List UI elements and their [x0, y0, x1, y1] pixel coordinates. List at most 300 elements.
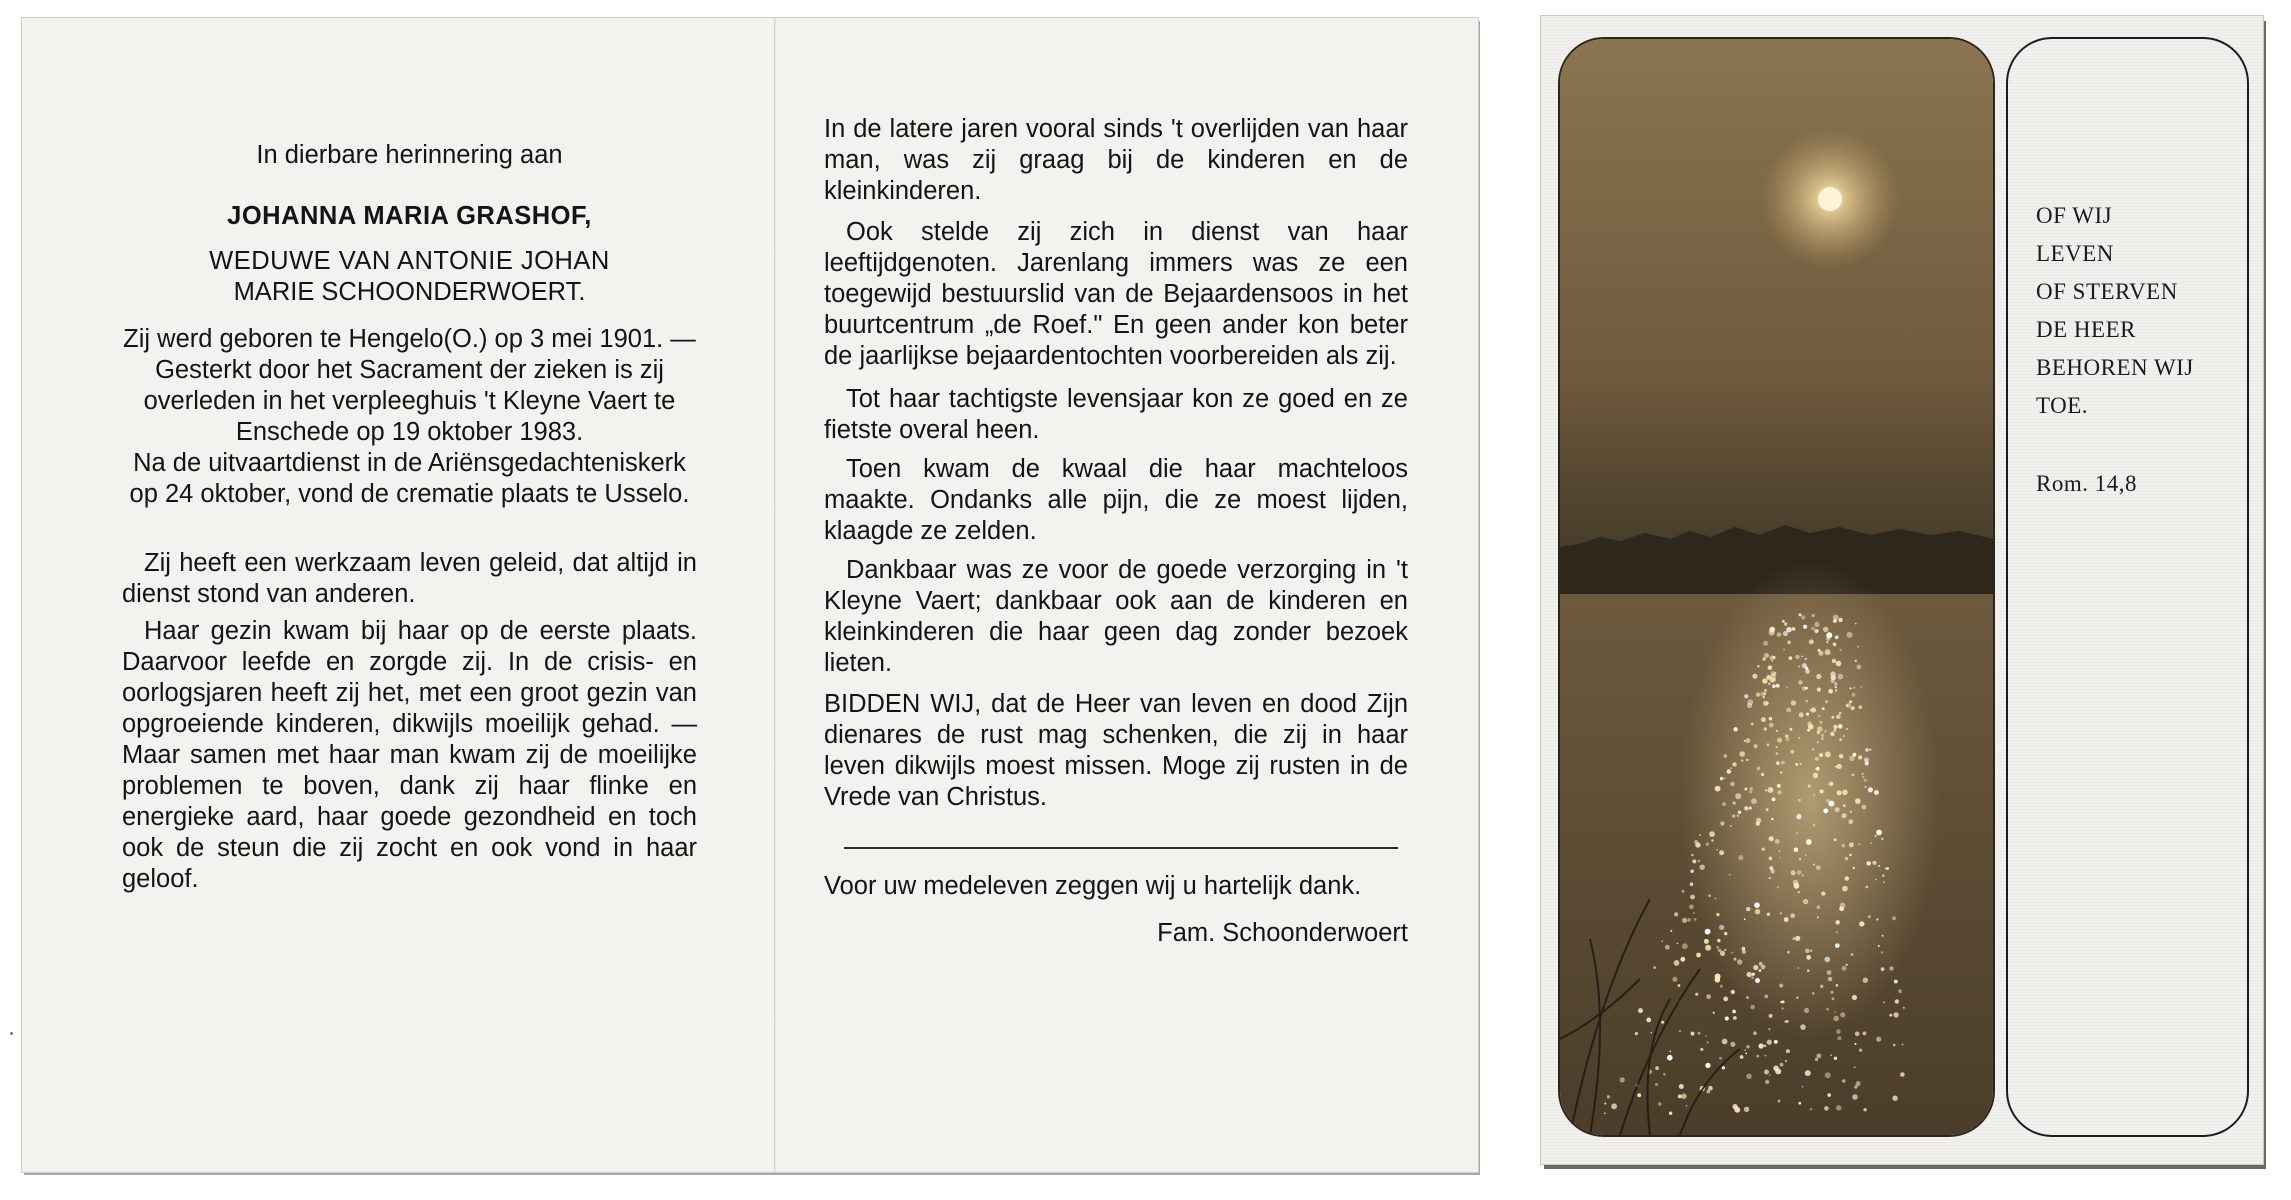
- sparkle: [1719, 1057, 1722, 1060]
- sparkle: [1876, 918, 1878, 920]
- sparkle: [1799, 1102, 1802, 1105]
- sparkle: [1730, 767, 1732, 769]
- sparkle: [1851, 953, 1854, 956]
- sparkle: [1745, 738, 1750, 743]
- later-years-paragraph: In de latere jaren vooral sinds 't overlijden van haar man, was zij graag bij de kinderen en de kleinkinderen.: [824, 115, 1408, 205]
- sparkle: [1779, 850, 1781, 852]
- sparkle: [1832, 659, 1836, 663]
- sparkle: [1784, 622, 1787, 625]
- sparkle: [1750, 1005, 1755, 1010]
- sparkle: [1835, 766, 1837, 768]
- sparkle: [1744, 694, 1748, 698]
- sparkle: [1770, 655, 1775, 660]
- sparkle: [1607, 1095, 1610, 1098]
- sparkle: [1824, 957, 1830, 963]
- intro-line: In dierbare herinnering aan: [256, 141, 563, 169]
- sparkle: [1836, 920, 1840, 924]
- sparkle: [1900, 1072, 1905, 1077]
- sparkle: [1752, 674, 1757, 679]
- sparkle: [1813, 864, 1815, 866]
- sparkle: [1771, 818, 1773, 820]
- sparkle: [1733, 802, 1736, 805]
- sparkle: [1777, 886, 1779, 888]
- sparkle: [1830, 1054, 1832, 1056]
- sparkle: [1802, 663, 1807, 668]
- sparkle: [1805, 700, 1808, 703]
- sparkle: [1801, 656, 1803, 658]
- sparkle: [1898, 989, 1902, 993]
- bible-reference: Rom. 14,8: [2036, 471, 2137, 496]
- sparkle: [1665, 945, 1670, 950]
- sparkle: [1779, 857, 1781, 859]
- sparkle: [1836, 1105, 1842, 1111]
- sparkle: [1811, 641, 1813, 643]
- sparkle: [1796, 814, 1801, 819]
- sparkle: [1646, 1018, 1651, 1023]
- sparkle: [1863, 1108, 1866, 1111]
- sparkle: [1817, 916, 1819, 918]
- sparkle: [1797, 870, 1802, 875]
- sparkle: [1872, 861, 1876, 865]
- sparkle: [1842, 886, 1848, 892]
- family-signature: Fam. Schoonderwoert: [1157, 919, 1408, 947]
- sparkle: [1691, 854, 1693, 856]
- sparkle: [1866, 861, 1871, 866]
- sparkle: [1733, 1104, 1738, 1109]
- sparkle: [1785, 1060, 1787, 1062]
- memorial-card-front: [1541, 16, 2263, 1164]
- sparkle: [1690, 882, 1694, 886]
- sparkle: [1818, 649, 1821, 652]
- sparkle: [1768, 787, 1774, 793]
- sparkle: [1850, 811, 1852, 813]
- sparkle: [1746, 907, 1750, 911]
- sparkle: [1731, 990, 1735, 994]
- sparkle: [1836, 984, 1839, 987]
- sparkle: [1779, 984, 1783, 988]
- verse-line: TOE.: [2036, 393, 2089, 418]
- sparkle: [1883, 881, 1885, 883]
- sparkle: [1854, 1066, 1856, 1068]
- sparkle: [1868, 787, 1873, 792]
- sparkle: [1878, 865, 1880, 867]
- sparkle: [1735, 793, 1741, 799]
- sparkle: [1810, 1108, 1812, 1110]
- sparkle: [1835, 636, 1838, 639]
- sparkle: [1811, 707, 1816, 712]
- cycling-paragraph: Tot haar tachtigste levensjaar kon ze goed en ze fietste overal heen.: [824, 385, 1408, 444]
- sparkle: [1827, 1093, 1831, 1097]
- sparkle: [1806, 713, 1809, 716]
- sparkle: [1749, 807, 1752, 810]
- sparkle: [1858, 755, 1862, 759]
- widow-line-1: WEDUWE VAN ANTONIE JOHAN: [209, 247, 610, 275]
- sparkle: [1786, 1049, 1790, 1053]
- sparkle: [1739, 751, 1745, 757]
- sparkle: [1828, 689, 1833, 694]
- sparkle: [1801, 615, 1805, 619]
- sparkle: [1724, 949, 1726, 951]
- sparkle: [1836, 931, 1838, 933]
- sparkle: [1769, 717, 1772, 720]
- sparkle: [1738, 811, 1741, 814]
- sparkle: [1846, 728, 1848, 730]
- sparkle: [1795, 655, 1799, 659]
- sparkle: [1825, 649, 1831, 655]
- sparkle: [1719, 925, 1724, 930]
- sparkle: [1876, 1037, 1881, 1042]
- sparkle: [1892, 1096, 1897, 1101]
- sparkle: [1802, 874, 1804, 876]
- sparkle: [1797, 967, 1799, 969]
- sparkle: [1704, 939, 1709, 944]
- verse-panel: [2006, 37, 2249, 1137]
- sparkle: [1715, 786, 1721, 792]
- sparkle: [1834, 682, 1837, 685]
- sparkle: [1822, 707, 1825, 710]
- sparkle: [1700, 1048, 1703, 1051]
- sparkle: [1679, 1084, 1684, 1089]
- sparkle: [1696, 953, 1701, 958]
- verse-text: [2036, 197, 2194, 425]
- sparkle: [1835, 943, 1840, 948]
- sparkle: [1723, 997, 1728, 1002]
- sparkle: [1828, 801, 1834, 807]
- sparkle: [1806, 955, 1811, 960]
- sparkle: [1776, 684, 1780, 688]
- sparkle: [1720, 985, 1723, 988]
- sparkle: [1837, 764, 1842, 769]
- sparkle: [1864, 758, 1869, 763]
- sparkle: [1825, 752, 1831, 758]
- sparkle: [1611, 1103, 1617, 1109]
- sparkle: [1755, 909, 1761, 915]
- sparkle: [1753, 965, 1758, 970]
- sparkle: [1843, 735, 1845, 737]
- sparkle: [1767, 743, 1770, 746]
- sparkle: [1637, 1093, 1641, 1097]
- sparkle: [1893, 1012, 1898, 1017]
- sparkle: [1836, 714, 1841, 719]
- sparkle: [1692, 859, 1696, 863]
- verse-line: LEVEN: [2036, 241, 2114, 266]
- sparkle: [1707, 1042, 1709, 1044]
- sparkle: [1783, 649, 1785, 651]
- sparkle: [1881, 967, 1885, 971]
- sparkle: [1764, 727, 1767, 730]
- sparkle: [1804, 1008, 1809, 1013]
- sparkle: [1661, 1021, 1664, 1024]
- sparkle: [1852, 693, 1856, 697]
- sparkle: [1744, 788, 1747, 791]
- sparkle: [1769, 1014, 1773, 1018]
- sparkle: [1868, 915, 1871, 918]
- sparkle: [1775, 839, 1780, 844]
- sparkle: [1798, 799, 1801, 802]
- sparkle: [1693, 912, 1695, 914]
- sparkle: [1794, 883, 1800, 889]
- sparkle: [1742, 950, 1746, 954]
- sparkle: [1817, 731, 1821, 735]
- sparkle: [1774, 1040, 1778, 1044]
- sparkle: [1769, 1074, 1771, 1076]
- sparkle: [1732, 814, 1736, 818]
- sparkle: [1784, 1021, 1786, 1023]
- sparkle: [1727, 769, 1732, 774]
- sparkle: [1817, 630, 1819, 632]
- sparkle: [1744, 1107, 1749, 1112]
- sparkle: [1653, 966, 1656, 969]
- card-fold-line: [774, 18, 776, 1172]
- sparkle: [1717, 939, 1720, 942]
- service-paragraph: Ook stelde zij zich in dienst van haar leeftijdgenoten. Jarenlang immers was ze een toegewijd bestuurslid van de Bejaardensoos in het buurtcentrum „de Roef." En geen ander kon beter de jaarlijkse bejaardentochten voorbereiden als zij.: [824, 218, 1408, 370]
- sparkle: [1766, 675, 1771, 680]
- widow-line-2: MARIE SCHOONDERWOERT.: [233, 278, 586, 306]
- sparkle: [1821, 891, 1825, 895]
- sparkle: [1730, 782, 1735, 787]
- sparkle: [1658, 1102, 1662, 1106]
- sparkle: [1892, 916, 1896, 920]
- sunset-lake-photo: [1558, 37, 1995, 1137]
- sparkle: [1757, 767, 1761, 771]
- sparkle: [1766, 808, 1769, 811]
- sparkle: [1808, 785, 1811, 788]
- sparkle: [1837, 790, 1842, 795]
- sparkle: [1764, 1045, 1767, 1048]
- sparkle: [1859, 1049, 1862, 1052]
- sparkle: [1815, 757, 1819, 761]
- sparkle: [1663, 1073, 1665, 1075]
- illness-paragraph: Toen kwam de kwaal die haar machteloos maakte. Ondanks alle pijn, die ze moest lijden, klaagde ze zelden.: [824, 455, 1408, 545]
- sparkle: [1874, 835, 1876, 837]
- sparkle: [1889, 1014, 1892, 1017]
- sparkle: [1667, 1055, 1673, 1061]
- sparkle: [1839, 649, 1841, 651]
- sparkle: [1818, 715, 1820, 717]
- sparkle: [1787, 641, 1791, 645]
- sparkle: [1833, 619, 1837, 623]
- sparkle: [1651, 1032, 1653, 1034]
- sparkle: [1699, 834, 1701, 836]
- sparkle: [1709, 831, 1715, 837]
- sparkle: [1755, 978, 1760, 983]
- sparkle: [1682, 918, 1687, 923]
- sparkle: [1655, 1083, 1658, 1086]
- sparkle: [1655, 1066, 1659, 1070]
- sparkle: [1866, 886, 1869, 889]
- sparkle: [1731, 952, 1733, 954]
- sparkle: [1828, 977, 1832, 981]
- sparkle: [1807, 969, 1810, 972]
- sparkle: [1795, 763, 1798, 766]
- sparkle: [1803, 899, 1808, 904]
- sparkle: [1674, 912, 1678, 916]
- sparkle: [1754, 744, 1758, 748]
- sparkle: [1803, 625, 1807, 629]
- sparkle: [1753, 1031, 1757, 1035]
- sparkle: [1746, 759, 1748, 761]
- sparkle: [1670, 1050, 1672, 1052]
- sparkle: [1669, 1112, 1672, 1115]
- sparkle: [1834, 838, 1837, 841]
- sparkle: [1767, 913, 1770, 916]
- sparkle: [1830, 991, 1833, 994]
- sparkle: [1780, 912, 1782, 914]
- sparkle: [1863, 978, 1868, 983]
- sparkle: [1793, 937, 1796, 940]
- sparkle: [1782, 1000, 1785, 1003]
- sparkle: [1718, 949, 1722, 953]
- sparkle: [1849, 842, 1854, 847]
- sparkle: [1842, 813, 1847, 818]
- sparkle: [1836, 661, 1842, 667]
- sparkle: [1865, 786, 1867, 788]
- sparkle: [1845, 876, 1850, 881]
- sparkle: [1808, 724, 1814, 730]
- sparkle: [1833, 1016, 1839, 1022]
- sparkle: [1778, 1100, 1781, 1103]
- sparkle: [1812, 992, 1814, 994]
- sparkle: [1874, 790, 1879, 795]
- sparkle: [1855, 623, 1857, 625]
- sparkle: [1780, 772, 1782, 774]
- sparkle: [1846, 964, 1848, 966]
- sparkle: [1754, 902, 1760, 908]
- sparkle: [1839, 738, 1842, 741]
- sparkle: [1786, 737, 1790, 741]
- sparkle: [1789, 656, 1793, 660]
- sun-reflection-glow: [1680, 559, 1940, 1039]
- sparkle: [1895, 999, 1899, 1003]
- sparkle: [1826, 641, 1828, 643]
- sparkle: [1761, 717, 1766, 722]
- sparkle: [1813, 794, 1815, 796]
- sparkle: [1724, 932, 1727, 935]
- sparkle: [1842, 1079, 1845, 1082]
- sparkle: [1823, 627, 1828, 632]
- sparkle: [1720, 821, 1724, 825]
- sparkle: [1835, 807, 1840, 812]
- sparkle: [1798, 665, 1801, 668]
- sparkle: [1777, 738, 1782, 743]
- sparkle: [1849, 756, 1854, 761]
- sparkle: [1862, 805, 1867, 810]
- sparkle: [1817, 688, 1821, 692]
- sparkle: [1820, 985, 1823, 988]
- sparkle: [1842, 790, 1848, 796]
- sparkle: [1805, 949, 1810, 954]
- sparkle: [1781, 761, 1785, 765]
- sparkle: [1746, 1045, 1749, 1048]
- sparkle: [1821, 737, 1824, 740]
- dust-speck: [10, 1032, 13, 1035]
- sparkle: [1744, 918, 1746, 920]
- sparkle: [1762, 678, 1767, 683]
- sparkle: [1819, 721, 1822, 724]
- sparkle: [1635, 1032, 1638, 1035]
- sparkle: [1773, 1066, 1778, 1071]
- sparkle: [1798, 680, 1802, 684]
- sparkle: [1722, 802, 1726, 806]
- sparkle: [1787, 951, 1790, 954]
- sparkle: [1845, 857, 1848, 860]
- sparkle: [1903, 1007, 1905, 1009]
- sparkle: [1852, 1094, 1858, 1100]
- verse-line: BEHOREN WIJ: [2036, 355, 2194, 380]
- sparkle: [1816, 905, 1820, 909]
- sparkle: [1744, 1049, 1746, 1051]
- sparkle: [1860, 686, 1862, 688]
- sparkle: [1705, 1035, 1707, 1037]
- sparkle: [1744, 740, 1746, 742]
- sparkle: [1681, 1093, 1687, 1099]
- sparkle: [1784, 917, 1789, 922]
- birth-death-paragraph: Zij werd geboren te Hengelo(O.) op 3 mei 1901. — Gesterkt door het Sacrament der zieken is zij overleden in het verpleeghuis 't Kleyne Vaert te Enschede op 19 oktober 1983.: [123, 325, 696, 446]
- sparkle: [1827, 783, 1829, 785]
- sparkle: [1824, 730, 1826, 732]
- sparkle: [1894, 980, 1898, 984]
- sparkle: [1705, 1063, 1710, 1068]
- sparkle: [1825, 700, 1828, 703]
- sparkle: [1706, 994, 1711, 999]
- sparkle: [1759, 969, 1762, 972]
- sparkle: [1850, 687, 1852, 689]
- sparkle: [1672, 977, 1677, 982]
- sparkle: [1762, 848, 1765, 851]
- sparkle: [1751, 723, 1754, 726]
- sparkle: [1834, 1057, 1837, 1060]
- sparkle: [1790, 750, 1794, 754]
- sparkle: [1776, 730, 1778, 732]
- sparkle: [1837, 1036, 1841, 1040]
- sparkle: [1752, 973, 1755, 976]
- sparkle: [1886, 867, 1889, 870]
- sparkle: [1777, 790, 1781, 794]
- sparkle: [1865, 748, 1869, 752]
- left-page: [122, 18, 697, 1172]
- sparkle: [1876, 830, 1882, 836]
- sparkle: [1706, 843, 1709, 846]
- sparkle: [1716, 849, 1718, 851]
- sparkle: [1831, 679, 1835, 683]
- sparkle: [1881, 838, 1883, 840]
- sparkle: [1724, 754, 1728, 758]
- memorial-card-inner-spread: [22, 18, 1478, 1172]
- sparkle: [1786, 708, 1791, 713]
- sparkle: [1842, 966, 1847, 971]
- sparkle: [1813, 824, 1816, 827]
- sparkle: [1749, 790, 1752, 793]
- sparkle: [1730, 825, 1732, 827]
- sparkle: [1769, 836, 1774, 841]
- sparkle: [1856, 665, 1861, 670]
- sparkle: [1746, 1074, 1751, 1079]
- sparkle: [1824, 1106, 1829, 1111]
- sparkle: [1794, 847, 1799, 852]
- sparkle: [1711, 839, 1713, 841]
- sparkle: [1791, 700, 1796, 705]
- sparkle: [1816, 767, 1820, 771]
- sparkle: [1705, 945, 1711, 951]
- sparkle: [1833, 725, 1837, 729]
- sparkle: [1782, 620, 1785, 623]
- sparkle: [1691, 1032, 1695, 1036]
- sparkle: [1757, 665, 1759, 667]
- sparkle: [1836, 1029, 1841, 1034]
- sparkle: [1835, 689, 1837, 691]
- sparkle: [1833, 643, 1837, 647]
- sparkle: [1827, 970, 1832, 975]
